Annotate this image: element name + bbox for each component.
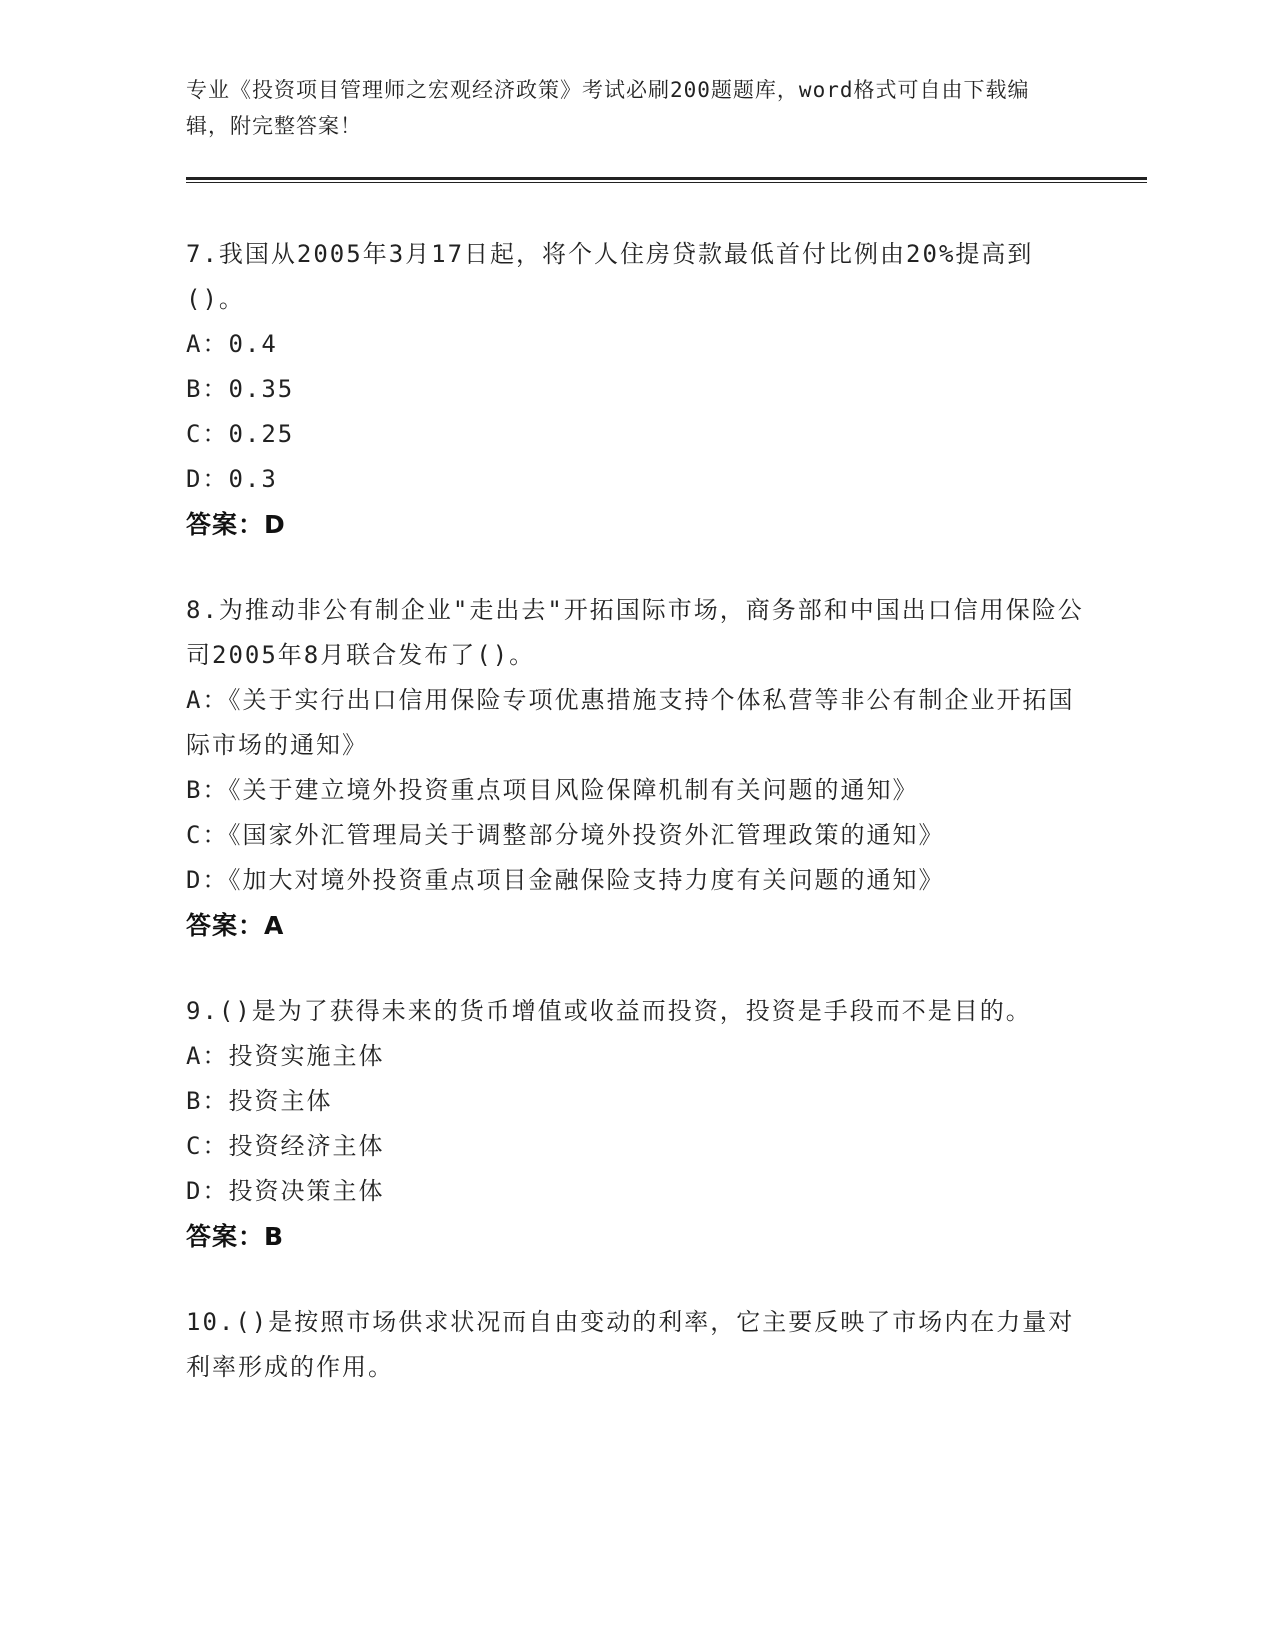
question-text: 9.()是为了获得未来的货币增值或收益而投资，投资是手段而不是目的。 xyxy=(186,997,1032,1025)
option-a: A：投资实施主体 xyxy=(186,1042,385,1070)
option-b: B：0.35 xyxy=(186,375,295,403)
question-text: 10.()是按照市场供求状况而自由变动的利率，它主要反映了市场内在力量对利率形成的作用。 xyxy=(186,1308,1075,1381)
header-divider-thin xyxy=(186,182,1147,183)
question-8 xyxy=(186,588,1086,948)
header-divider-thick xyxy=(186,177,1147,180)
answer-label: 答案：A xyxy=(186,911,285,940)
option-d: D：0.3 xyxy=(186,465,278,493)
question-text: 7.我国从2005年3月17日起，将个人住房贷款最低首付比例由20%提高到()。 xyxy=(186,240,1034,313)
header-note: 专业《投资项目管理师之宏观经济政策》考试必刷200题题库，word格式可自由下载编辑，附完整答案！ xyxy=(186,78,1030,138)
answer-label: 答案：D xyxy=(186,510,286,539)
option-d: D：投资决策主体 xyxy=(186,1177,385,1205)
option-d: D：《加大对境外投资重点项目金融保险支持力度有关问题的通知》 xyxy=(186,866,945,894)
option-a: A：《关于实行出口信用保险专项优惠措施支持个体私营等非公有制企业开拓国际市场的通知》 xyxy=(186,686,1075,759)
option-b: B：投资主体 xyxy=(186,1087,333,1115)
option-c: C：《国家外汇管理局关于调整部分境外投资外汇管理政策的通知》 xyxy=(186,821,945,849)
question-9 xyxy=(186,989,1086,1259)
option-c: C：投资经济主体 xyxy=(186,1132,385,1160)
question-list xyxy=(186,232,1086,1431)
question-10 xyxy=(186,1300,1086,1390)
question-text: 8.为推动非公有制企业"走出去"开拓国际市场，商务部和中国出口信用保险公司2005年8月联合发布了()。 xyxy=(186,596,1084,669)
option-c: C：0.25 xyxy=(186,420,295,448)
answer-label: 答案：B xyxy=(186,1222,285,1251)
option-a: A：0.4 xyxy=(186,330,278,358)
option-b: B：《关于建立境外投资重点项目风险保障机制有关问题的通知》 xyxy=(186,776,919,804)
question-7 xyxy=(186,232,1086,547)
